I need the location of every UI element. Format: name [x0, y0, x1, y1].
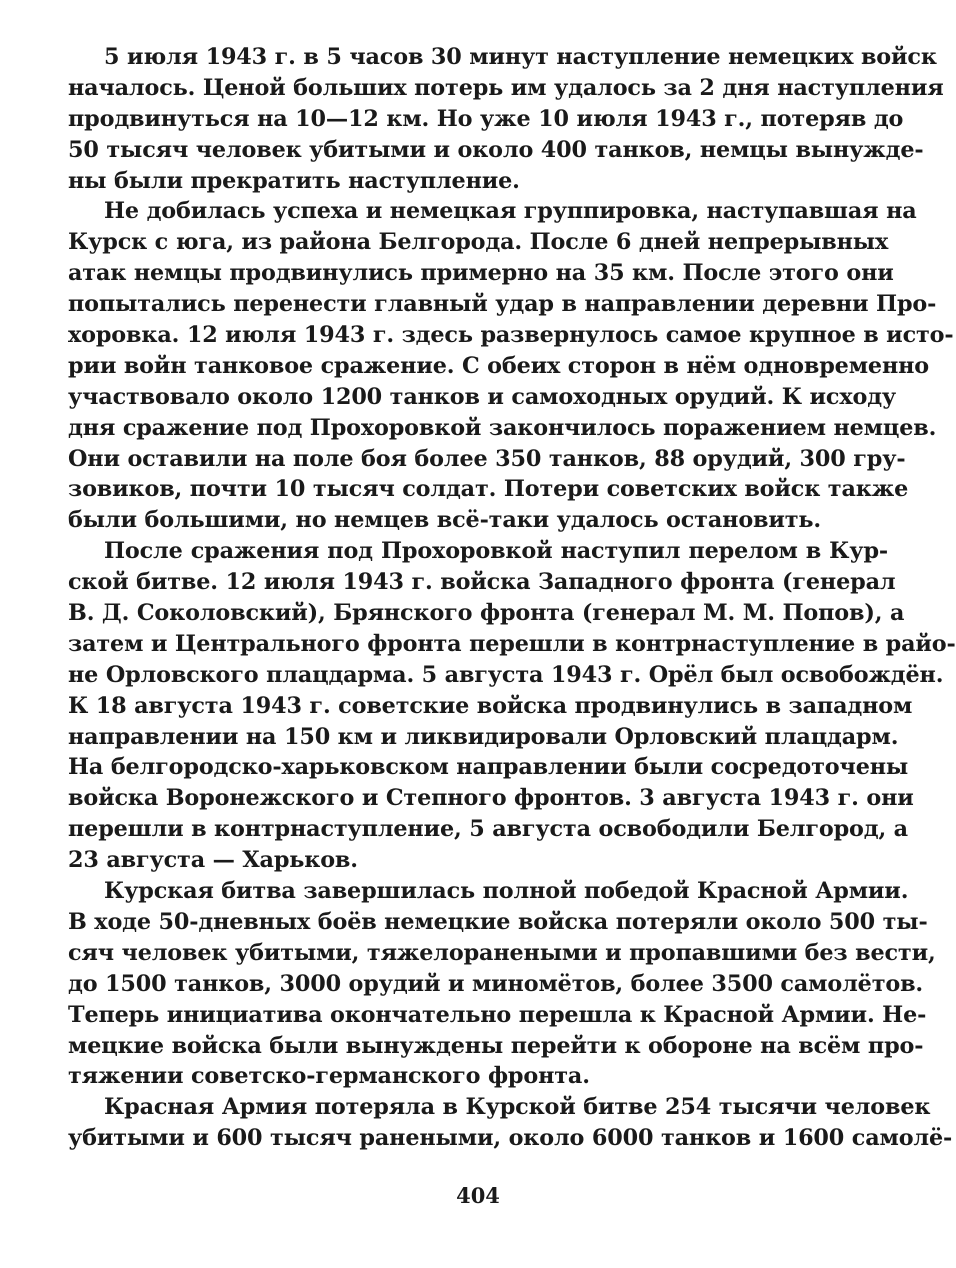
text-line: На белгородско-харьковском направлении были сосредоточены [68, 754, 909, 781]
paragraph-1 [68, 42, 944, 196]
page-body [68, 42, 956, 1154]
text-line: 23 августа — Харьков. [68, 847, 358, 874]
text-line: Не добилась успеха и немецкая группировка, наступавшая на [104, 198, 917, 225]
text-line: 5 июля 1943 г. в 5 часов 30 минут наступление немецких войск [104, 44, 937, 70]
text-line: зовиков, почти 10 тысяч солдат. Потери советских войск также [68, 476, 909, 503]
text-line: После сражения под Прохоровкой наступил перелом в Кур- [104, 538, 888, 565]
text-line: убитыми и 600 тысяч ранеными, около 6000 танков и 1600 самолё- [68, 1125, 953, 1152]
text-line: началось. Ценой больших потерь им удалось за 2 дня наступления [68, 74, 944, 101]
text-line: Красная Армия потеряла в Курской битве 254 тысячи человек [104, 1094, 931, 1121]
text-line: Они оставили на поле боя более 350 танков, 88 орудий, 300 гру- [68, 445, 906, 472]
text-line: участвовало около 1200 танков и самоходных орудий. К исходу [68, 383, 897, 410]
text-line: сяч человек убитыми, тяжелоранеными и пропавшими без вести, [68, 939, 936, 966]
page-number: 404 [456, 1183, 500, 1208]
text-line: ны были прекратить наступление. [68, 167, 520, 194]
text-line: не Орловского плацдарма. 5 августа 1943 г. Орёл был освобождён. [68, 661, 944, 688]
text-line: ской битве. 12 июля 1943 г. войска Западного фронта (генерал [68, 569, 896, 596]
text-line: попытались перенести главный удар в направлении деревни Про- [68, 291, 937, 318]
text-line: перешли в контрнаступление, 5 августа освободили Белгород, а [68, 816, 908, 843]
text-line: В ходе 50-дневных боёв немецкие войска потеряли около 500 ты- [68, 908, 928, 935]
text-line: Курск с юга, из района Белгорода. После 6 дней непрерывных [68, 229, 889, 256]
text-line: дня сражение под Прохоровкой закончилось поражением немцев. [68, 414, 937, 441]
text-line: направлении на 150 км и ликвидировали Орловский плацдарм. [68, 723, 899, 750]
paragraph-5 [68, 1092, 953, 1154]
text-line: 50 тысяч человек убитыми и около 400 танков, немцы вынужде- [68, 136, 924, 163]
text-line: К 18 августа 1943 г. советские войска продвинулись в западном [68, 692, 913, 719]
text-line: В. Д. Соколовский), Брянского фронта (генерал М. М. Попов), а [68, 600, 905, 627]
text-line: были большими, но немцев всё-таки удалось остановить. [68, 507, 822, 534]
text-line: тяжении советско-германского фронта. [68, 1063, 590, 1090]
text-line: рии войн танковое сражение. С обеих сторон в нём одновременно [68, 352, 930, 379]
paragraph-2 [68, 196, 954, 536]
text-line: Теперь инициатива окончательно перешла к Красной Армии. Не- [68, 1001, 927, 1028]
text-line: затем и Центрального фронта перешли в контрнаступление в райо- [68, 630, 956, 657]
text-line: продвинуться на 10—12 км. Но уже 10 июля 1943 г., потеряв до [68, 105, 904, 132]
text-line: хоровка. 12 июля 1943 г. здесь развернулось самое крупное в исто- [68, 322, 954, 349]
text-line: войска Воронежского и Степного фронтов. 3 августа 1943 г. они [68, 785, 914, 812]
text-line: атак немцы продвинулись примерно на 35 км. После этого они [68, 260, 894, 287]
paragraph-3 [68, 536, 956, 876]
text-line: Курская битва завершилась полной победой Красной Армии. [104, 878, 909, 905]
text-line: до 1500 танков, 3000 орудий и миномётов, более 3500 самолётов. [68, 970, 924, 997]
text-line: мецкие войска были вынуждены перейти к обороне на всём про- [68, 1032, 924, 1059]
paragraph-4 [68, 876, 936, 1092]
